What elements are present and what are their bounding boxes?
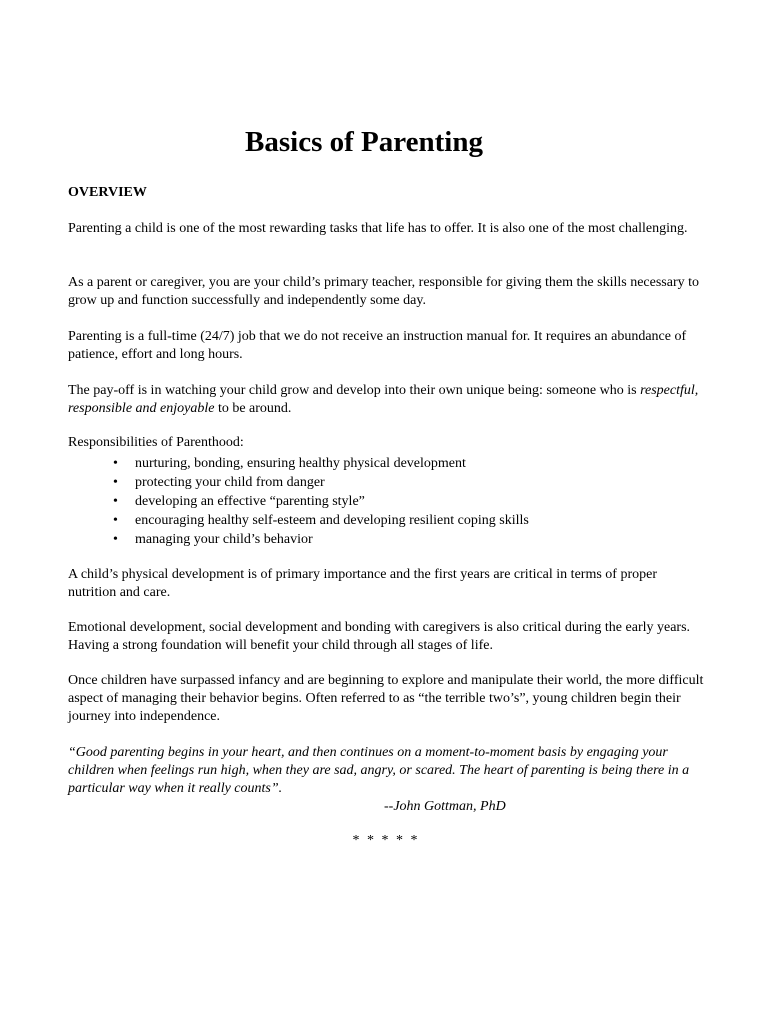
list-item-text: developing an effective “parenting style” <box>135 494 365 509</box>
paragraph-terrible-twos: Once children have surpassed infancy and are beginning to explore and manipulate their world, the more difficult aspect of managing their behavior begins. Often referred to as “the terrible two’s”, young children begin their journey into independence. <box>68 673 704 724</box>
bullet-icon: • <box>113 513 118 528</box>
paragraph-physical-development: A child’s physical development is of primary importance and the first years are critical in terms of proper nutrition and care. <box>68 567 657 600</box>
bullet-icon: • <box>113 456 118 471</box>
responsibilities-label: Responsibilities of Parenthood: <box>68 435 244 450</box>
paragraph-emotional-development: Emotional development, social development and bonding with caregivers is also critical during the early years. Having a strong foundation will benefit your child through all stages of life. <box>68 620 691 653</box>
list-item-text: nurturing, bonding, ensuring healthy physical development <box>135 456 466 471</box>
list-item-text: encouraging healthy self-esteem and developing resilient coping skills <box>135 513 529 528</box>
list-item <box>68 473 529 492</box>
list-item <box>68 511 529 530</box>
list-item <box>68 530 529 549</box>
list-item-text: managing your child’s behavior <box>135 532 313 547</box>
page-title: Basics of Parenting <box>245 126 483 158</box>
bullet-icon: • <box>113 475 118 490</box>
quote-text: “Good parenting begins in your heart, and then continues on a moment-to-moment basis by engaging your children when feelings run high, when they are sad, angry, or scared. The heart of parenting is being there in a particular way when it really counts”. <box>68 745 690 796</box>
list-item-text: protecting your child from danger <box>135 475 325 490</box>
responsibilities-list <box>68 454 529 549</box>
paragraph-primary-teacher: As a parent or caregiver, you are your child’s primary teacher, responsible for giving them the skills necessary to grow up and function successfully and independently some day. <box>68 275 700 308</box>
quote-attribution: --John Gottman, PhD <box>384 799 506 814</box>
section-heading: OVERVIEW <box>68 185 147 200</box>
section-divider: * * * * * <box>352 833 420 848</box>
paragraph-full-time-job: Parenting is a full-time (24/7) job that we do not receive an instruction manual for. It requires an abundance of patience, effort and long hours. <box>68 329 687 362</box>
paragraph-pay-off-text: The pay-off is in watching your child grow and develop into their own unique being: someone who is <box>68 383 641 398</box>
paragraph-intro: Parenting a child is one of the most rewarding tasks that life has to offer. It is also one of the most challenging. <box>68 221 688 236</box>
bullet-icon: • <box>113 494 118 509</box>
list-item <box>68 492 529 511</box>
bullet-icon: • <box>113 532 118 547</box>
list-item <box>68 454 529 473</box>
paragraph-pay-off <box>68 382 708 418</box>
paragraph-pay-off-tail: to be around. <box>214 401 292 416</box>
paragraph-pay-off-emphasis: respectful, responsible and enjoyable <box>68 383 699 416</box>
